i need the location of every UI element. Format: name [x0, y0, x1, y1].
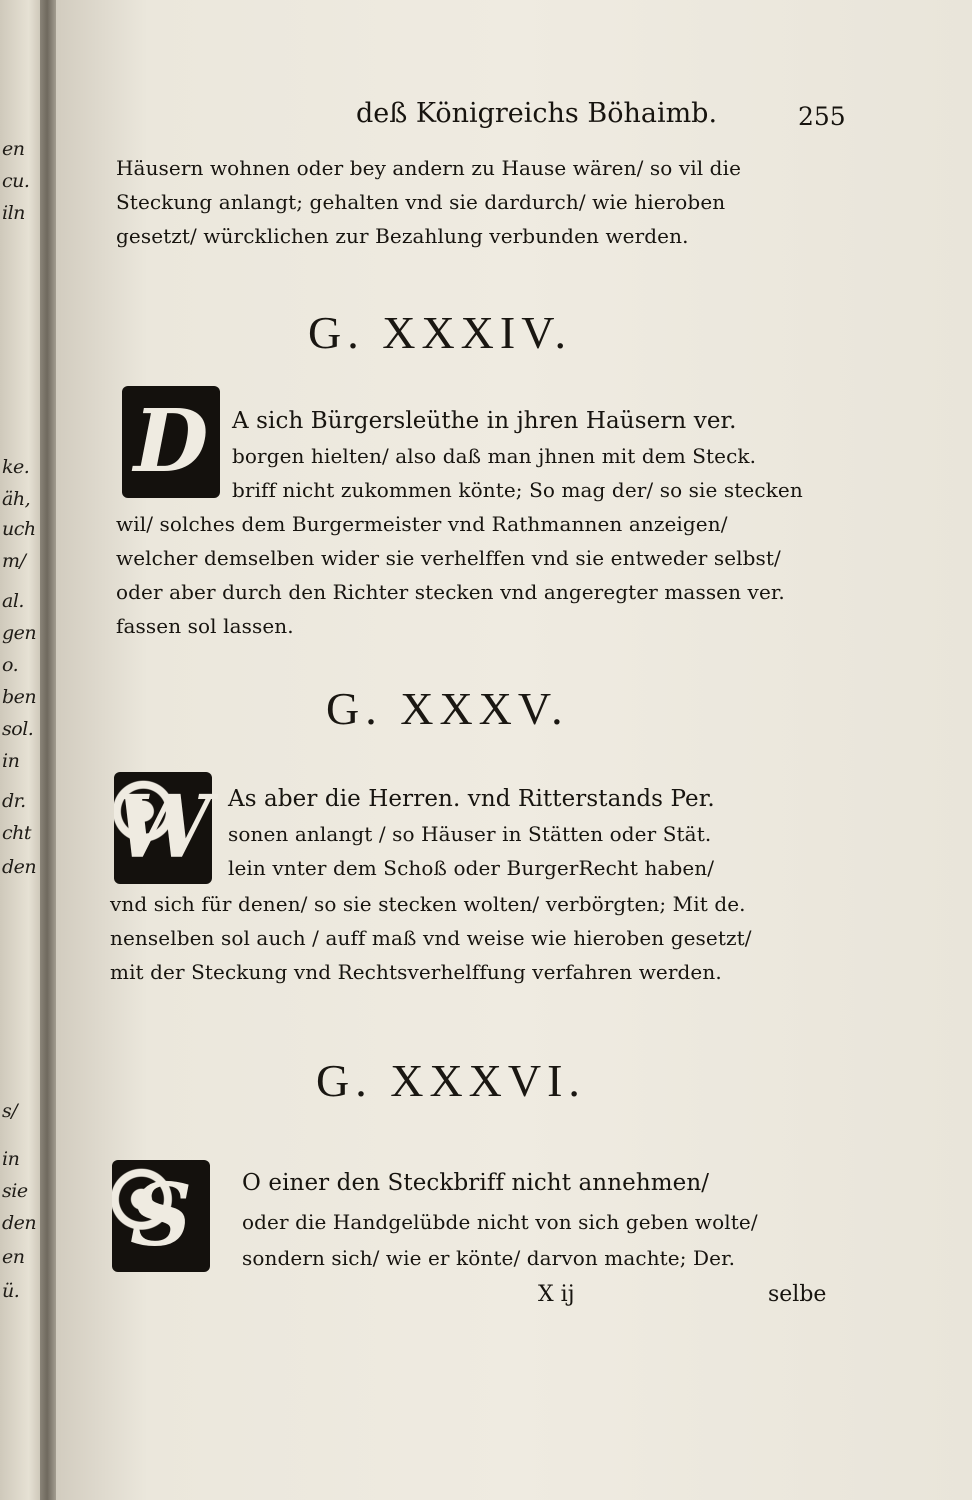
section-line: A sich Bürgersleüthe in jhren Haüsern ver.	[232, 408, 737, 434]
facing-page-fragment: äh,	[2, 488, 31, 510]
section-line: vnd sich für denen/ so sie stecken wolten/ verbörgten; Mit de.	[110, 892, 746, 916]
signature-mark: X ij	[538, 1282, 575, 1307]
section-line: mit der Steckung vnd Rechtsverhelffung verfahren werden.	[110, 960, 722, 984]
section-line: oder die Handgelübde nicht von sich geben wolte/	[242, 1210, 758, 1234]
book-gutter	[40, 0, 56, 1500]
section-line: briff nicht zukommen könte; So mag der/ so sie stecken	[232, 478, 803, 502]
decorative-initial-w: W	[114, 772, 212, 884]
book-page	[56, 0, 972, 1500]
section-line: sondern sich/ wie er könte/ darvon machte; Der.	[242, 1246, 736, 1270]
facing-page-fragment: sol.	[2, 718, 34, 740]
facing-page-fragment: in	[2, 750, 20, 772]
running-title: deß Königreichs Böhaimb.	[356, 98, 718, 129]
section-line: welcher demselben wider sie verhelffen vnd sie entweder selbst/	[116, 546, 781, 570]
section-line: O einer den Steckbriff nicht annehmen/	[242, 1170, 710, 1196]
section-line: wil/ solches dem Burgermeister vnd Rathmannen anzeigen/	[116, 512, 728, 536]
section-line: sonen anlangt / so Häuser in Stätten oder Stät.	[228, 822, 712, 846]
facing-page-fragment: iln	[2, 202, 25, 224]
intro-line: Häusern wohnen oder bey andern zu Hause wären/ so vil die	[116, 156, 742, 180]
facing-page-fragment: ke.	[2, 456, 30, 478]
page-number: 255	[798, 102, 846, 131]
section-line: nenselben sol auch / auff maß vnd weise wie hieroben gesetzt/	[110, 926, 752, 950]
section-line: fassen sol lassen.	[116, 614, 294, 638]
facing-page-fragment: en	[2, 1246, 25, 1268]
facing-page-fragment: en	[2, 138, 25, 160]
section-heading-34: G. XXXIV.	[308, 307, 572, 358]
section-heading-35: G. XXXV.	[326, 683, 569, 734]
section-line: As aber die Herren. vnd Ritterstands Per.	[228, 786, 715, 812]
section-heading-36: G. XXXVI.	[316, 1055, 586, 1106]
decorative-initial-d: D	[122, 386, 220, 498]
facing-page-fragment: uch	[2, 518, 36, 540]
section-line: lein vnter dem Schoß oder BurgerRecht haben/	[228, 856, 715, 880]
intro-line: Steckung anlangt; gehalten vnd sie dardurch/ wie hieroben	[116, 190, 726, 214]
facing-page-fragment: dr.	[2, 790, 26, 812]
facing-page-fragment: ü.	[2, 1280, 20, 1302]
section-line: oder aber durch den Richter stecken vnd angeregter massen ver.	[116, 580, 785, 604]
facing-page-fragment: m/	[2, 550, 26, 572]
facing-page-fragment: ben	[2, 686, 37, 708]
facing-page-fragment: sie	[2, 1180, 28, 1202]
facing-page-fragment: in	[2, 1148, 20, 1170]
facing-page-fragment: al.	[2, 590, 24, 612]
facing-page-fragment: gen	[2, 622, 37, 644]
decorative-initial-s: S	[112, 1160, 210, 1272]
catchword: selbe	[768, 1282, 827, 1307]
intro-line: gesetzt/ würcklichen zur Bezahlung verbunden werden.	[116, 224, 689, 248]
facing-page-fragment: den	[2, 856, 37, 878]
facing-page-fragment: o.	[2, 654, 19, 676]
facing-page-fragment: den	[2, 1212, 37, 1234]
facing-page-fragment: cu.	[2, 170, 30, 192]
section-line: borgen hielten/ also daß man jhnen mit dem Steck.	[232, 444, 757, 468]
facing-page-fragment: cht	[2, 822, 32, 844]
facing-page-fragment: s/	[2, 1100, 18, 1122]
